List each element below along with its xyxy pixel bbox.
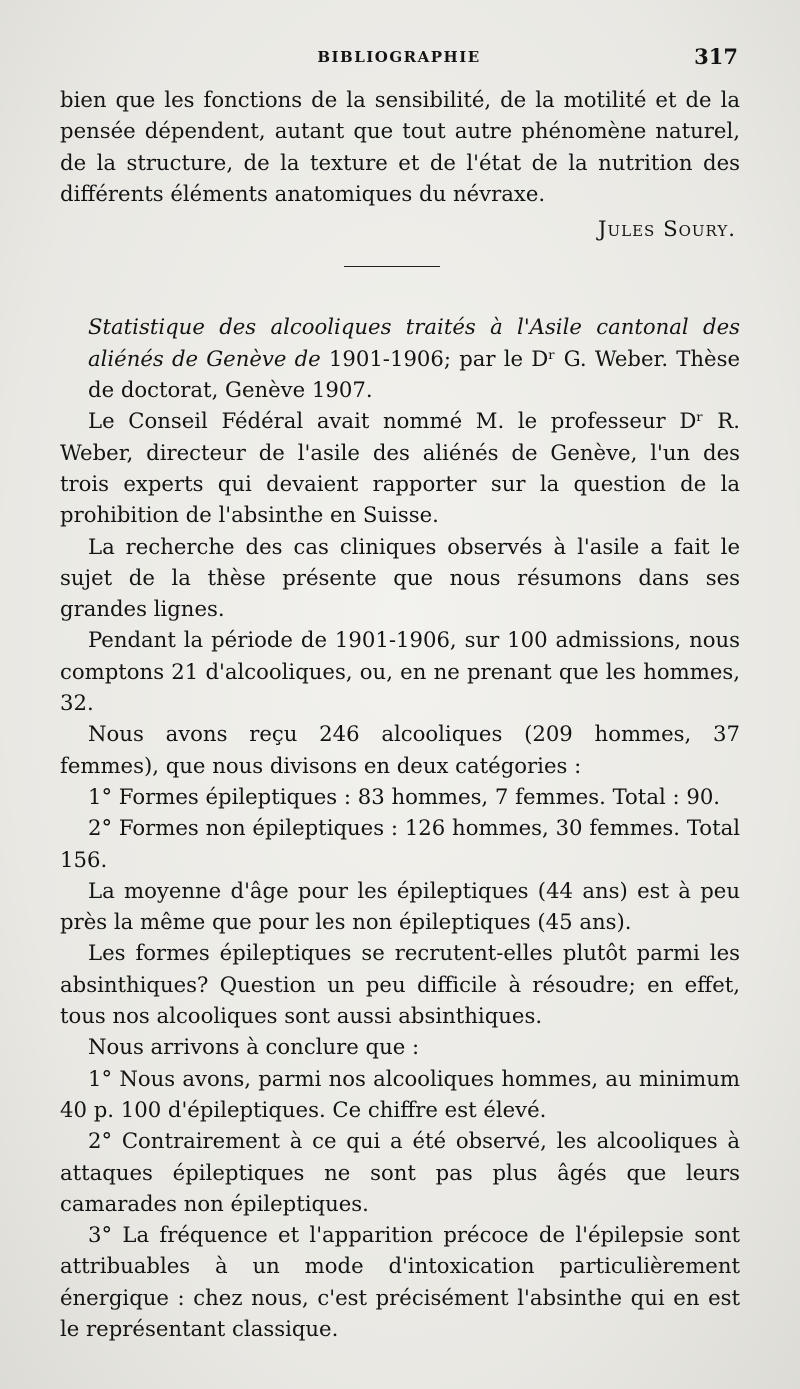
list-item-non-epileptic: 2° Formes non épileptiques : 126 hommes, 30 femmes. Total 156. — [60, 815, 740, 872]
page-header — [60, 44, 738, 74]
paragraph-4: Nous avons reçu 246 alcooliques (209 hommes, 37 femmes), que nous divisons en deux catégories : — [60, 721, 740, 778]
paragraph-1: Le Conseil Fédéral avait nommé M. le professeur Dʳ R. Weber, directeur de l'asile des aliénés de Genève, l'un des trois experts qui devaient rapporter sur la question de la prohibition de l'absinthe en Suisse. — [60, 408, 740, 528]
page-number: 317 — [694, 44, 738, 69]
review-heading — [60, 311, 740, 405]
paragraph-2: La recherche des cas cliniques observés à l'asile a fait le sujet de la thèse présente que nous résumons dans ses grandes lignes. — [60, 533, 740, 622]
section-divider — [344, 266, 440, 267]
review-citation: 1901-1906; par le Dʳ G. Weber. Thèse de doctorat, Genève 1907. — [88, 345, 740, 403]
conclusion-item-3: 3° La fréquence et l'apparition précoce de l'épilepsie sont attribuables à un mode d'intoxication particulièrement énergique : chez nous, c'est précisément l'absinthe qui en est le représentant classique. — [60, 1222, 740, 1341]
author-signature: Jules Soury. — [598, 216, 736, 242]
list-item-epileptic: 1° Formes épileptiques : 83 hommes, 7 femmes. Total : 90. — [88, 783, 721, 809]
paragraph-average-age: La moyenne d'âge pour les épileptiques (44 ans) est à peu près la même que pour les non épileptiques (45 ans). — [60, 877, 740, 935]
conclusion-item-1: 1° Nous avons, parmi nos alcooliques hommes, au minimum 40 p. 100 d'épileptiques. Ce chiffre est élevé. — [60, 1065, 740, 1122]
conclusion-item-2: 2° Contrairement à ce qui a été observé, les alcooliques à attaques épileptiques ne sont pas plus âgés que leurs camarades non épileptiques. — [60, 1128, 740, 1216]
review-title: Statistique des alcooliques traités à l'Asile cantonal des aliénés de Genève de — [88, 314, 740, 371]
page-body — [60, 84, 740, 1344]
paragraph-conclusion-intro: Nous arrivons à conclure que : — [88, 1034, 420, 1060]
running-head: BIBLIOGRAPHIE — [317, 48, 481, 66]
paragraph-3: Pendant la période de 1901-1906, sur 100 admissions, nous comptons 21 d'alcooliques, ou, en ne prenant que les hommes, 32. — [60, 627, 740, 716]
continuation-paragraph: bien que les fonctions de la sensibilité, de la motilité et de la pensée dépendent, autant que tout autre phénomène naturel, de la structure, de la texture et de l'état de la nutrition des différents éléments anatomiques du névraxe. — [60, 87, 740, 206]
paragraph-absinthe-question: Les formes épileptiques se recrutent-elles plutôt parmi les absinthiques? Question un peu difficile à résoudre; en effet, tous nos alcooliques sont aussi absinthiques. — [60, 940, 740, 1029]
